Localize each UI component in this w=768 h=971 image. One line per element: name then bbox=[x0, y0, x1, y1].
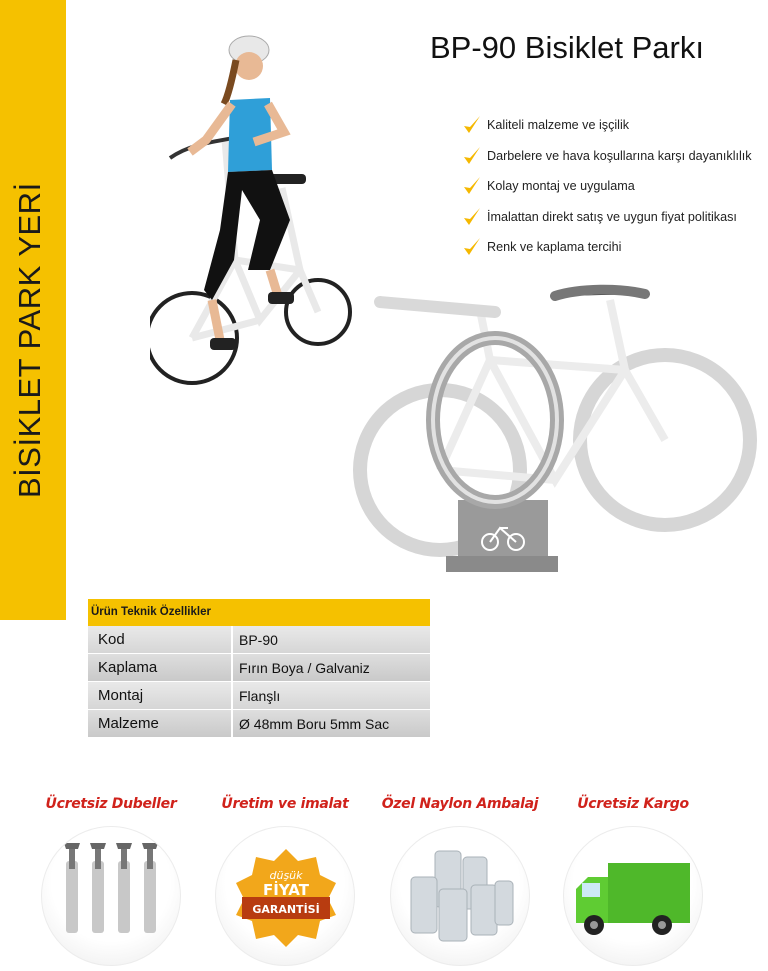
promo-circle bbox=[41, 826, 181, 966]
product-title: BP-90 Bisiklet Parkı bbox=[430, 30, 704, 65]
spec-key: Kod bbox=[88, 626, 233, 653]
badge-line3: GARANTİSİ bbox=[252, 903, 320, 916]
feature-item: Kaliteli malzeme ve işçilik bbox=[462, 112, 752, 143]
badge-line2: FİYAT bbox=[263, 881, 309, 899]
promo-circle bbox=[215, 826, 355, 966]
promo-free-dowels bbox=[26, 796, 196, 966]
spec-key: Malzeme bbox=[88, 710, 233, 737]
checkmark-icon bbox=[462, 114, 482, 136]
spec-value: BP-90 bbox=[239, 632, 278, 648]
feature-item: Darbelere ve hava koşullarına karşı dayanıklılık bbox=[462, 143, 752, 174]
feature-item: Kolay montaj ve uygulama bbox=[462, 173, 752, 204]
promo-production bbox=[200, 796, 370, 966]
promo-nylon-packaging bbox=[375, 796, 545, 966]
promo-circle bbox=[390, 826, 530, 966]
promo-label: Ücretsiz Kargo bbox=[577, 796, 689, 812]
spec-row bbox=[88, 654, 430, 682]
checkmark-icon bbox=[462, 206, 482, 228]
spec-key: Montaj bbox=[88, 682, 233, 709]
feature-item: Renk ve kaplama tercihi bbox=[462, 234, 752, 265]
spec-value: Ø 48mm Boru 5mm Sac bbox=[239, 716, 390, 732]
spec-value: Fırın Boya / Galvaniz bbox=[239, 660, 370, 676]
spec-row bbox=[88, 710, 430, 738]
spec-key: Kaplama bbox=[88, 654, 233, 681]
feature-item: İmalattan direkt satış ve uygun fiyat politikası bbox=[462, 204, 752, 235]
nylon-rolls-icon bbox=[391, 827, 530, 966]
price-guarantee-badge-icon bbox=[216, 827, 355, 966]
checkmark-icon bbox=[462, 175, 482, 197]
badge-line1: düşük bbox=[269, 869, 303, 882]
checkmark-icon bbox=[462, 236, 482, 258]
spec-row bbox=[88, 682, 430, 710]
spec-row bbox=[88, 626, 430, 654]
checkmark-icon bbox=[462, 145, 482, 167]
bike-rack-product-illustration bbox=[340, 270, 760, 590]
spec-table bbox=[88, 599, 430, 738]
delivery-truck-icon bbox=[564, 827, 703, 966]
feature-list bbox=[462, 112, 752, 265]
promo-label: Ücretsiz Dubeller bbox=[45, 796, 177, 812]
woman-cyclist-illustration bbox=[150, 20, 360, 400]
spec-value: Flanşlı bbox=[239, 688, 281, 704]
dowel-screws-icon bbox=[42, 827, 181, 966]
promo-label: Üretim ve imalat bbox=[221, 796, 349, 812]
promo-free-shipping bbox=[548, 796, 718, 966]
promo-label: Özel Naylon Ambalaj bbox=[381, 796, 539, 812]
promo-circle bbox=[563, 826, 703, 966]
spec-table-heading: Ürün Teknik Özellikler bbox=[88, 599, 430, 626]
side-banner-text: BİSİKLET PARK YERİ bbox=[12, 182, 47, 498]
